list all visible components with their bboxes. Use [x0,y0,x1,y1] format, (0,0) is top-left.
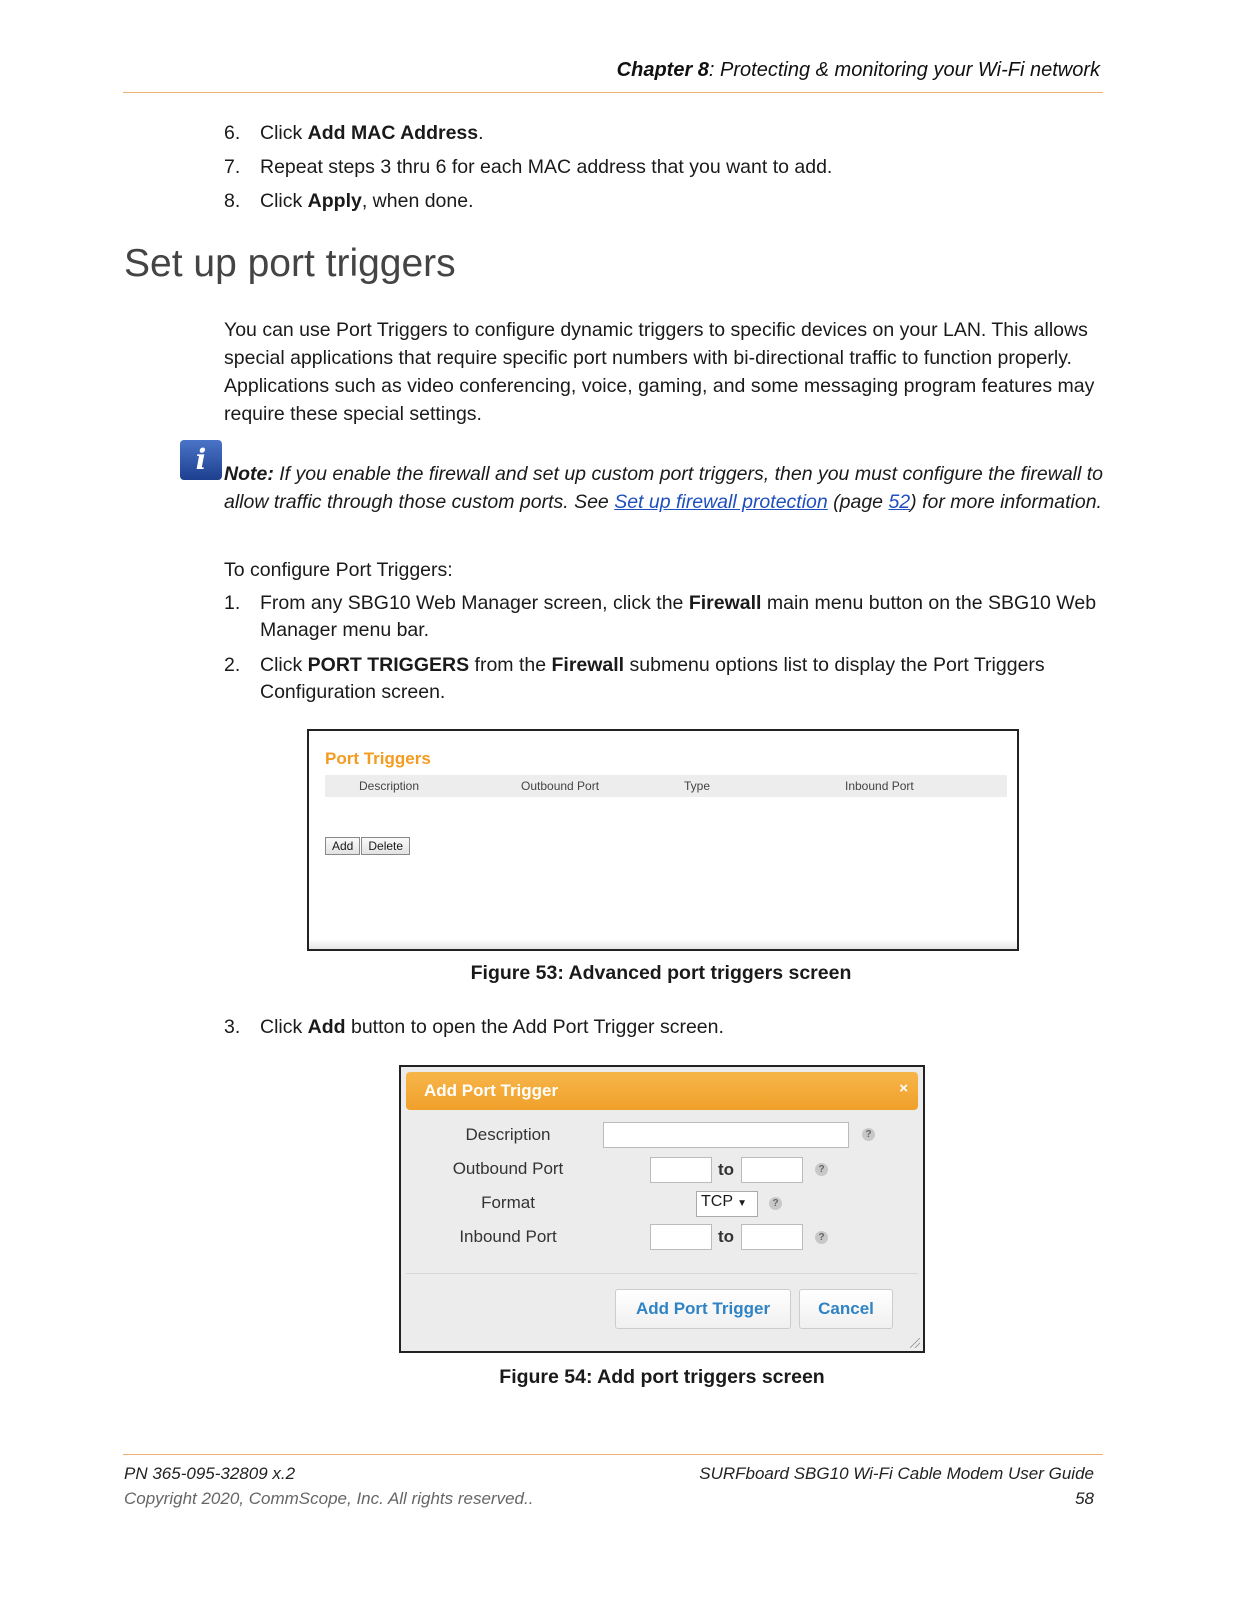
note-paragraph: Note: If you enable the firewall and set up custom port triggers, then you must configure the firewall to allow traffic through those custom ports. See Set up firewall protection (page 52) for more information. [224,463,1104,513]
footer-copyright: Copyright 2020, CommScope, Inc. All rights reserved.. [124,1489,534,1508]
description-input[interactable] [603,1122,849,1148]
column-description: Description [359,779,420,793]
add-port-trigger-button[interactable]: Add Port Trigger [615,1289,791,1329]
column-inbound-port: Inbound Port [845,779,914,793]
figure-54-caption: Figure 54: Add port triggers screen [499,1366,825,1388]
header-divider [123,92,1103,93]
page-link[interactable]: 52 [888,491,911,513]
chevron-down-icon: ▼ [737,1198,748,1209]
chapter-title: Chapter 8: Protecting & monitoring your Wi-Fi network [616,59,1100,81]
info-icon: i [180,440,222,480]
firewall-protection-link[interactable]: Set up firewall protection [614,491,828,513]
close-icon[interactable]: × [899,1080,908,1097]
add-port-trigger-dialog [399,1065,925,1353]
outbound-port-end-input[interactable] [741,1157,803,1183]
column-type: Type [684,779,711,793]
configure-intro: To configure Port Triggers: [224,559,453,581]
inbound-to-label: to [718,1227,735,1246]
description-help-icon[interactable]: ? [862,1128,875,1141]
resize-grip-icon[interactable] [910,1338,920,1348]
port-triggers-table-header [325,775,1007,797]
cancel-button[interactable]: Cancel [799,1289,893,1329]
dialog-title: Add Port Trigger [424,1081,559,1100]
port-triggers-screenshot [307,729,1019,951]
format-select[interactable] [696,1191,758,1217]
inbound-port-start-input[interactable] [650,1224,712,1250]
footer-guide-title: SURFboard SBG10 Wi-Fi Cable Modem User Guide [699,1464,1094,1483]
description-label: Description [465,1125,551,1144]
format-label: Format [481,1193,535,1212]
figure-53-caption: Figure 53: Advanced port triggers screen [470,962,852,984]
outbound-port-label: Outbound Port [452,1159,564,1178]
delete-button[interactable]: Delete [361,837,410,855]
intro-paragraph: You can use Port Triggers to configure dynamic triggers to specific devices on your LAN. This allows special applications that require specific port numbers with bi-directional traffic to function properly. Applications such as video conferencing, voice, gaming, and some messaging program features may require these special settings. [224,319,1095,425]
footer-divider [123,1454,1103,1455]
column-outbound-port: Outbound Port [521,779,600,793]
add-button[interactable]: Add [325,837,360,855]
format-value: TCP [701,1193,733,1210]
outbound-port-start-input[interactable] [650,1157,712,1183]
footer-part-number: PN 365-095-32809 x.2 [124,1464,296,1483]
format-help-icon[interactable]: ? [769,1197,782,1210]
section-heading: Set up port triggers [124,242,456,285]
outbound-help-icon[interactable]: ? [815,1163,828,1176]
outbound-to-label: to [718,1160,735,1179]
inbound-port-end-input[interactable] [741,1224,803,1250]
inbound-port-label: Inbound Port [459,1227,557,1246]
footer-page-number: 58 [1075,1489,1094,1508]
inbound-help-icon[interactable]: ? [815,1231,828,1244]
dialog-header [406,1072,918,1110]
port-triggers-title: Port Triggers [325,749,431,768]
